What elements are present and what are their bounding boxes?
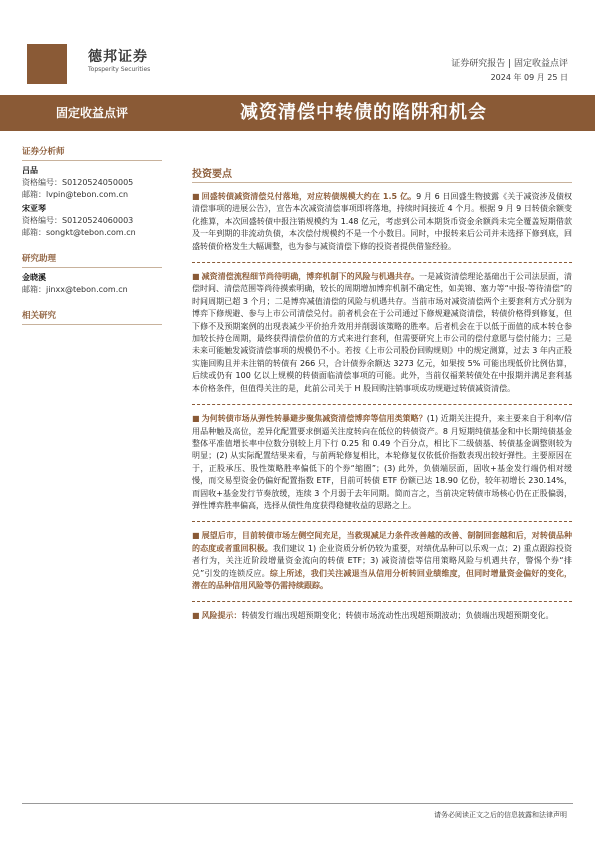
analyst-card <box>22 203 162 239</box>
analyst-heading: 证券分析师 <box>22 146 162 161</box>
divider <box>192 262 572 263</box>
para-4-body: 我们建议 1) 企业资质分析仍较为重要，对绩优品种可以乐观一点；2) 重点跟踪投资者行为，关注近阶段增量资金流向的转债 ETF；3) 减资清偿等信用策略风险与机遇共存，警惕个券“排兑”引发的连锁反应。 <box>192 543 572 578</box>
divider <box>192 601 572 602</box>
para-1-lead: 回盛转债减资清偿兑付落地，对应转债规模大约在 1.5 亿。 <box>201 192 417 201</box>
divider <box>192 404 572 405</box>
analyst-card <box>22 165 162 201</box>
bullet-icon: ■ <box>192 272 200 282</box>
logo-cn-text: 德邦证券 <box>88 49 148 65</box>
analyst-name: 吕品 <box>22 166 38 175</box>
assistant-email[interactable]: 邮箱：jinxx@tebon.com.cn <box>22 285 128 294</box>
paragraph-1 <box>192 191 572 253</box>
analyst-name: 宋亚琴 <box>22 204 46 213</box>
assistant-heading: 研究助理 <box>22 253 162 268</box>
page-title: 减资清偿中转债的陷阱和机会 <box>240 102 487 123</box>
section-heading: 投资要点 <box>192 165 572 183</box>
paragraph-3 <box>192 413 572 512</box>
category-label: 固定收益点评 <box>55 106 128 120</box>
para-3-body: (1) 近期关注提升，来主要来自于利率/信用品种触及高位，差异化配置要求倒逼关注度转向在低位的转债资产。8 月短期纯债基金和中长期纯债基金整体平准值增长率中位数分别较上月下行 0.25 和 0.49 个百分点，相比下二级债基、转债基金调整则较为明显；(2) 从实际配置结果来看，与前两轮修复相比，本轮修复仅依低价指数表现出较好弹性。主要原因在于，正股承压、股性策略胜率偏低下的个券“缩圈”；(3) 此外，负债端层面，固收+基金发行端仍相对缓慢，而交易型资金仍偏好配置指数 ETF，目前可转债 ETF 份额已达 18.90 亿份，较年初增长 230.14%，而固收+基金发行节奏放缓，连续 3 个月弱于去年同期。简而言之，当前决定转债市场核心仍在正股偏弱，弹性博弈胜率偏高，选择从债性角度获得稳健收益的思路之上。 <box>192 414 573 510</box>
analyst-email[interactable]: 邮箱：lvpin@tebon.com.cn <box>22 190 129 199</box>
para-3-lead: 为何转债市场从弹性转暴避步聚焦减资清偿博弈等信用类策略？ <box>201 414 427 424</box>
report-date: 2024 年 09 月 25 日 <box>490 73 568 82</box>
sidebar <box>22 140 162 329</box>
para-2-body: 一是减资清偿理论基础出于公司法层面，清偿时间、清偿范围等尚待摸索明确，较长的周期增加博弈机制不确定性，如美锦、塞力等“中报-等待清偿”的时间周期已超 3 个月；二是博弈减值清偿的风险与机遇共存。当前市场对减资清偿两个主要套利方式分别为博弈下修规避、参与上市公司清偿兑付。前者机会在于公司通过下修规避减资清偿，转债价格得到修复，但下修不及预期案例的出现表减少平价抬升效用并削弱该策略的胜率。后者机会在于以低于面值的成本转仓参加较长持仓周期，最终获得清偿价值的方式来进行套利，但需要研究上市公司的偿付意愿与偿付能力；三是未来可能触发减资清偿事项的规模仍不小。若按《上市公司股份回购规则》中的规定测算，过去 3 年内正股实施回购且并未注销的转债有 266 只，合计债券余额达 3273 亿元，如果按 5% 可能出现低价比例估算，后续或仍有 100 亿以上规模的转债面临清偿事项的可能。此外，当前仅福莱转债处在中报期并满足套利基本价格条件，但值得关注的是，此前公司关于 H 股回购注销事项成功规避过转债减资清偿。 <box>192 272 573 393</box>
para-1-body: 9 月 6 日回盛生物披露《关于减资涉及债权清偿事项的进展公告》，宣告本次减资清偿事项即将落地，持续时间接近 4 个月。根据 9 月 9 日转债余额变化推算，本次回盛转债中报注销规模约为 1.48 亿元，考虑到公司本期货币资金余额尚未完全覆盖短期借款及一年到期的非流动负债，本次偿付规模约不是一个小数目。同时，中报转来后公司并未选择下修到底，回盛转债价格发生大幅调整，也为参与减资清偿下修的投资者提供借鉴经验。 <box>192 192 572 251</box>
para-4-conclusion: 综上所述，我们关注减退当从信用分析转回业绩维度，但同时增量资金偏好的变化，潜在的品种信用风险等仍需持续跟踪。 <box>192 568 572 590</box>
analyst-cert: 资格编号：S0120524050005 <box>22 178 134 187</box>
bullet-icon: ■ <box>192 192 200 201</box>
divider <box>192 521 572 522</box>
company-logo-icon <box>27 44 67 84</box>
bullet-icon: ■ <box>192 531 200 541</box>
risk-body: 转债发行端出现超预期变化；转债市场流动性出现超预期波动；负债端出现超预期变化。 <box>241 611 554 621</box>
bullet-icon: ■ <box>192 611 200 621</box>
paragraph-2 <box>192 271 572 395</box>
main-content <box>192 165 572 632</box>
para-2-lead: 减资清偿流程细节尚待明确，博弈机制下的风险与机遇共存。 <box>201 272 420 282</box>
footer-divider <box>22 803 573 804</box>
assistant-name: 金晓溪 <box>22 273 46 282</box>
paragraph-5 <box>192 610 572 622</box>
analyst-email[interactable]: 邮箱：songkt@tebon.com.cn <box>22 228 136 237</box>
footer-disclaimer: 请务必阅读正文之后的信息披露和法律声明 <box>434 811 567 819</box>
analyst-cert: 资格编号：S0120524060003 <box>22 216 134 225</box>
risk-label: 风险提示： <box>201 611 242 621</box>
bullet-icon: ■ <box>192 414 200 424</box>
report-type: 证券研究报告 | 固定收益点评 <box>451 59 568 69</box>
logo-en-text: Topsperity Securities <box>88 66 151 73</box>
paragraph-4 <box>192 530 572 592</box>
related-heading: 相关研究 <box>22 310 162 325</box>
para-4-lead: 展望后市，目前转债市场左侧空间充足，当救现减足力条件改善越的改善、制制回套越和后，对转债品种的态度或者重回积极。 <box>192 531 573 553</box>
